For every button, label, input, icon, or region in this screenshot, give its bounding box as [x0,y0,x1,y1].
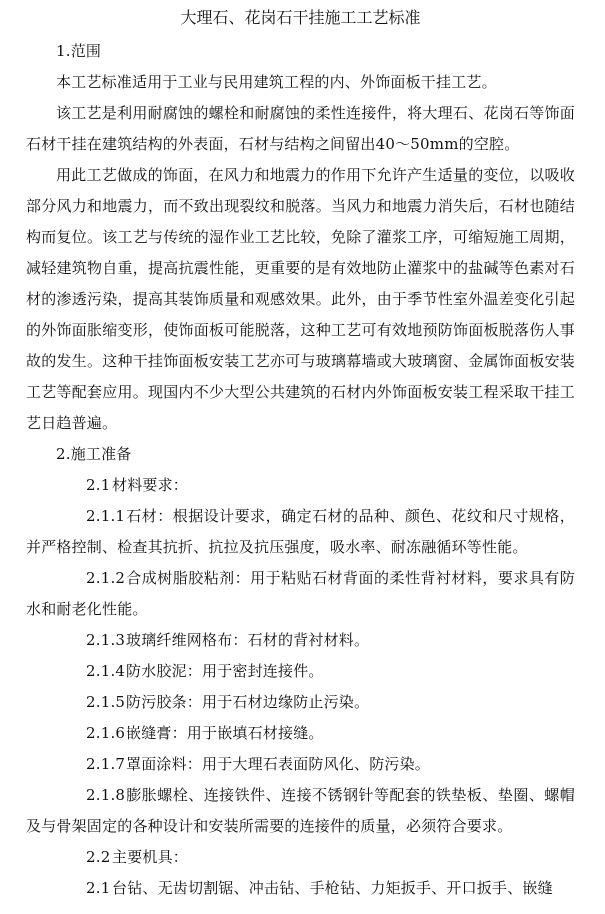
item-text: 罩面涂料：用于大理石表面防风化、防污染。 [126,755,431,773]
item-text: 合成树脂胶粘剂：用于粘贴石材背面的柔性背衬材料，要求具有防水和耐老化性能。 [26,569,575,618]
section-heading-preparation: 2.施工准备 [56,445,132,463]
paragraph-process-description: 该工艺是利用耐腐蚀的螺栓和耐腐蚀的柔性连接件，将大理石、花岗石等饰面石材干挂在建筑结构的外表面，石材与结构之间留出40～50mm的空腔。 [26,104,575,153]
paragraph-advantages: 用此工艺做成的饰面，在风力和地震力的作用下允许产生适量的变位，以吸收部分风力和地震力，而不致出现裂纹和脱落。当风力和地震力消失后，石材也随结构而复位。该工艺与传统的湿作业工艺比较，免除了灌浆工序，可缩短施工周期，减轻建筑物自重，提高抗震性能，更重要的是有效地防止灌浆中的盐碱等色素对石材的渗透污染，提高其装饰质量和观感效果。此外，由于季节性室外温差变化引起的外饰面胀缩变形，使饰面板可能脱落，这种工艺可有效地预防饰面板脱落伤人事故的发生。这种干挂饰面板安装工艺亦可与玻璃幕墙或大玻璃窗、金属饰面板安装工艺等配套应用。现国内不少大型公共建筑的石材内外饰面板安装工程采取干挂工艺日趋普遍。 [26,166,575,432]
document-title: 大理石、花岗石干挂施工工艺标准 [180,8,421,27]
list-item-fiberglass-mesh [26,625,575,656]
list-item-stone [26,501,575,563]
subsection-number: 2.2 [86,848,111,866]
list-item-joint-sealant [26,718,575,749]
subsection-text: 材料要求： [112,476,189,494]
item-text: 防污胶条：用于石材边缘防止污染。 [126,693,370,711]
subsection-number: 2.1 [86,476,111,494]
item-number: 2.1.3 [86,631,126,649]
item-number: 2.1 [86,879,111,897]
item-text: 玻璃纤维网格布：石材的背衬材料。 [126,631,370,649]
subsection-main-tools [26,842,575,873]
list-item-adhesive [26,563,575,625]
item-number: 2.1.1 [86,507,126,525]
paragraph-scope-applicability: 本工艺标准适用于工业与民用建筑工程的内、外饰面板干挂工艺。 [56,73,497,91]
item-text: 嵌缝膏：用于嵌填石材接缝。 [126,724,324,742]
item-number: 2.1.5 [86,693,126,711]
list-item-coating [26,749,575,780]
item-text: 石材：根据设计要求，确定石材的品种、颜色、花纹和尺寸规格，并严格控制、检查其抗折、抗拉及抗压强度，吸水率、耐冻融循环等性能。 [26,507,575,556]
item-text: 膨胀螺栓、连接铁件、连接不锈钢针等配套的铁垫板、垫圈、螺帽及与骨架固定的各种设计和安装所需要的连接件的质量，必须符合要求。 [26,786,575,835]
section-heading-scope: 1.范围 [56,42,102,60]
subsection-text: 主要机具： [112,848,189,866]
list-item-antifouling-strip [26,687,575,718]
item-number: 2.1.2 [86,569,126,587]
item-number: 2.1.4 [86,662,126,680]
item-number: 2.1.6 [86,724,126,742]
item-number: 2.1.7 [86,755,126,773]
item-number: 2.1.8 [86,786,126,804]
list-item-waterproof-putty [26,656,575,687]
item-text: 防水胶泥：用于密封连接件。 [126,662,324,680]
item-text: 台钻、无齿切割锯、冲击钻、手枪钻、力矩扳手、开口扳手、嵌缝 [112,879,553,897]
subsection-material-requirements [26,470,575,501]
list-item-tools [26,873,575,904]
list-item-bolts-connectors [26,780,575,842]
